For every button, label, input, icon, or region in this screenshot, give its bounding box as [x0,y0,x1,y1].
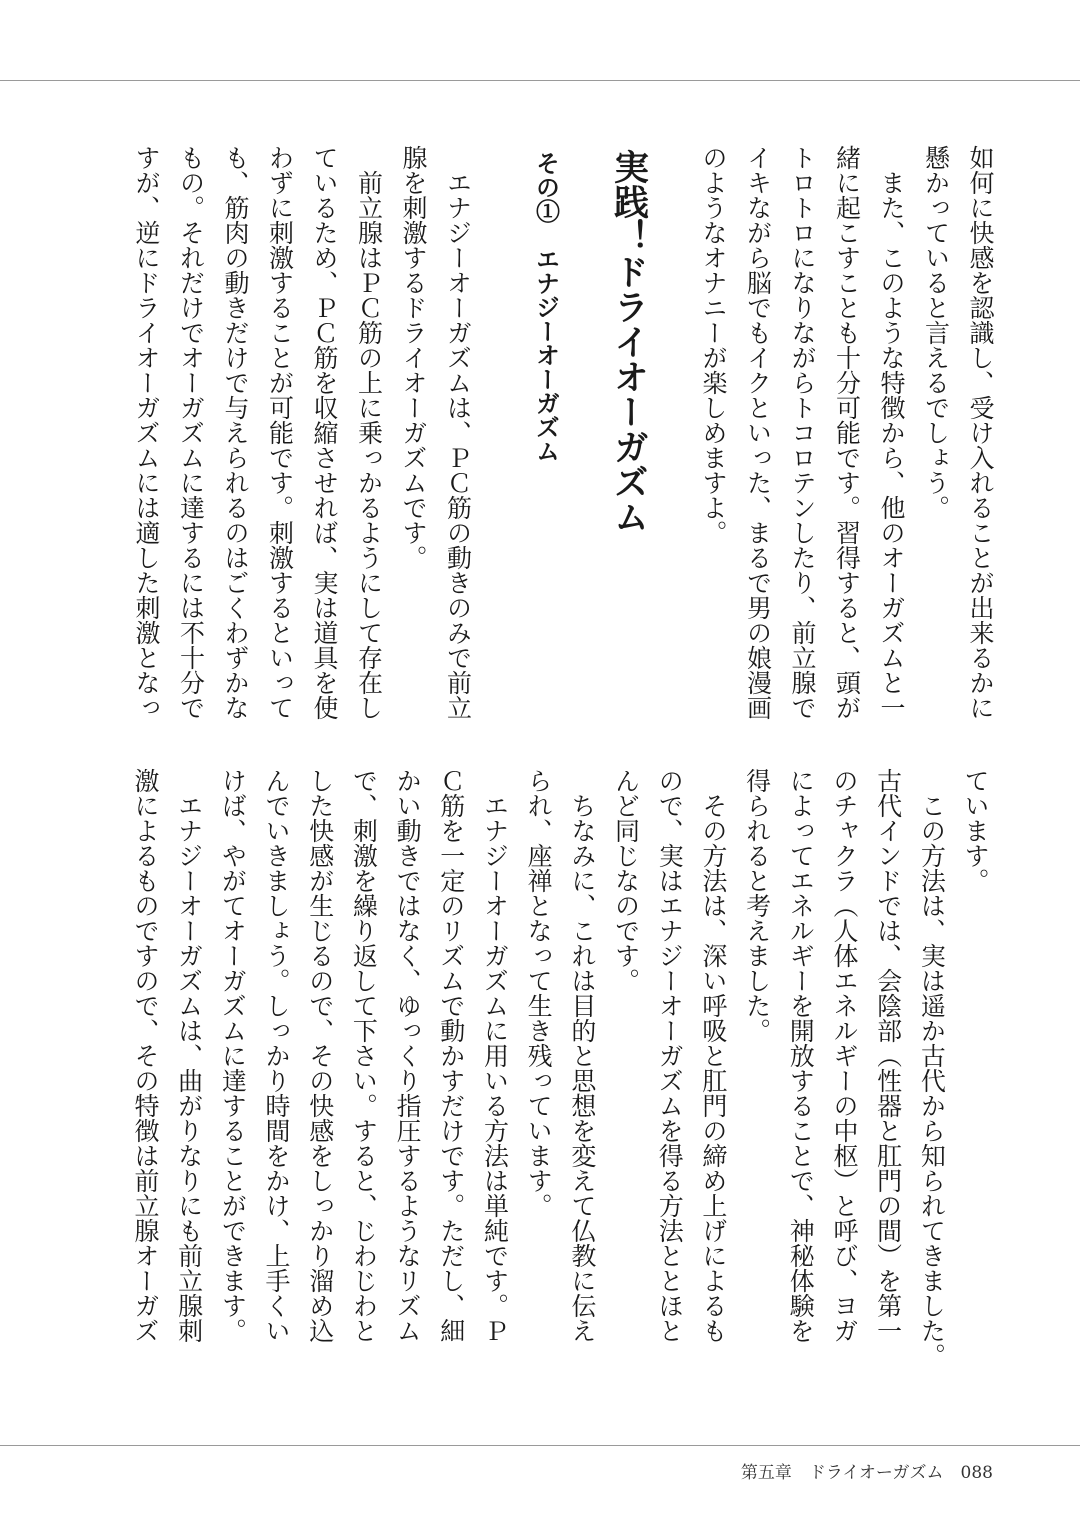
text-column: もの。それだけでオーガズムに達するには不十分で [176,145,206,720]
section-subheading: その① エナジーオーガズム [531,151,561,463]
text-column: ので、実はエナジーオーガズムを得る方法ととほと [655,768,685,1343]
page-number: 088 [960,1463,993,1483]
text-column: のチャクラ（人体エネルギーの中枢）と呼び、ヨガ [829,768,859,1343]
text-column: ています。 [961,768,990,893]
footer-chapter-title: ドライオーガズム [808,1463,944,1483]
lower-text-block [123,768,997,1388]
section-heading: 実践！ドライオーガズム [608,149,650,534]
text-column: も、筋肉の動きだけで与えられるのはごくわずかな [221,145,250,720]
text-column: トロトロになりながらトコロテンしたり、前立腺で [788,145,817,720]
text-column: のようなオナニーが楽しめますよ。 [699,145,728,545]
text-column: んでいきましょう。しっかり時間をかけ、上手くい [262,768,291,1343]
upper-text-block [124,145,1003,765]
text-column: エナジーオーガズムは、曲がりなりにも前立腺刺 [174,768,204,1343]
text-column: ちなみに、これは目的と思想を変えて仏教に伝え [567,768,597,1343]
text-column: すが、逆にドライオーガズムには適した刺激となっ [132,145,161,720]
text-column: 緒に起こすことも十分可能です。習得すると、頭が [832,145,862,720]
text-column: かい動きではなく、ゆっくり指圧するようなリズム [393,768,423,1343]
text-column: イキながら脳でもイクといった、まるで男の娘漫画 [743,145,773,720]
footer-chapter: 第五章 [740,1463,792,1483]
text-column: また、このような特徴から、他のオーガズムと一 [877,145,906,720]
text-column: わずに刺激することが可能です。刺激するといって [265,145,295,720]
text-column: 得られると考えました。 [742,768,772,1043]
text-column: によってエネルギーを開放することで、神秘体験を [786,768,816,1343]
text-column: 古代インドでは、会陰部（性器と肛門の間）を第一 [873,768,903,1343]
text-column: した快感が生じるので、その快感をしっかり溜め込 [305,768,335,1343]
text-column: 前立腺はＰＣ筋の上に乗っかるようにして存在し [354,145,384,720]
text-column: 懸かっていると言えるでしょう。 [921,145,951,520]
text-column: 腺を刺激するドライオーガズムです。 [399,145,428,570]
text-column: 激によるものですので、その特徴は前立腺オーガズ [130,768,160,1343]
bottom-rule [0,1445,1080,1446]
text-column: で、刺激を繰り返して下さい。すると、じわじわと [349,768,379,1343]
text-column: ているため、ＰＣ筋を収縮させれば、実は道具を使 [310,145,339,720]
text-column: Ｃ筋を一定のリズムで動かすだけです。ただし、細 [436,768,466,1343]
text-column: その方法は、深い呼吸と肛門の締め上げによるも [698,768,728,1343]
running-footer [741,1458,993,1483]
text-column: エナジーオーガズムは、ＰＣ筋の動きのみで前立 [443,145,473,720]
text-column: この方法は、実は遥か古代から知られてきました。 [917,768,947,1368]
text-column: エナジーオーガズムに用いる方法は単純です。Ｐ [480,768,510,1343]
text-column: んど同じなのです。 [611,768,641,993]
text-column: 如何に快感を認識し、受け入れることが出来るかに [966,145,995,720]
text-column: られ、座禅となって生き残っています。 [524,768,554,1218]
text-column: けば、やがてオーガズムに達することができます。 [218,768,248,1343]
top-rule [0,80,1080,81]
